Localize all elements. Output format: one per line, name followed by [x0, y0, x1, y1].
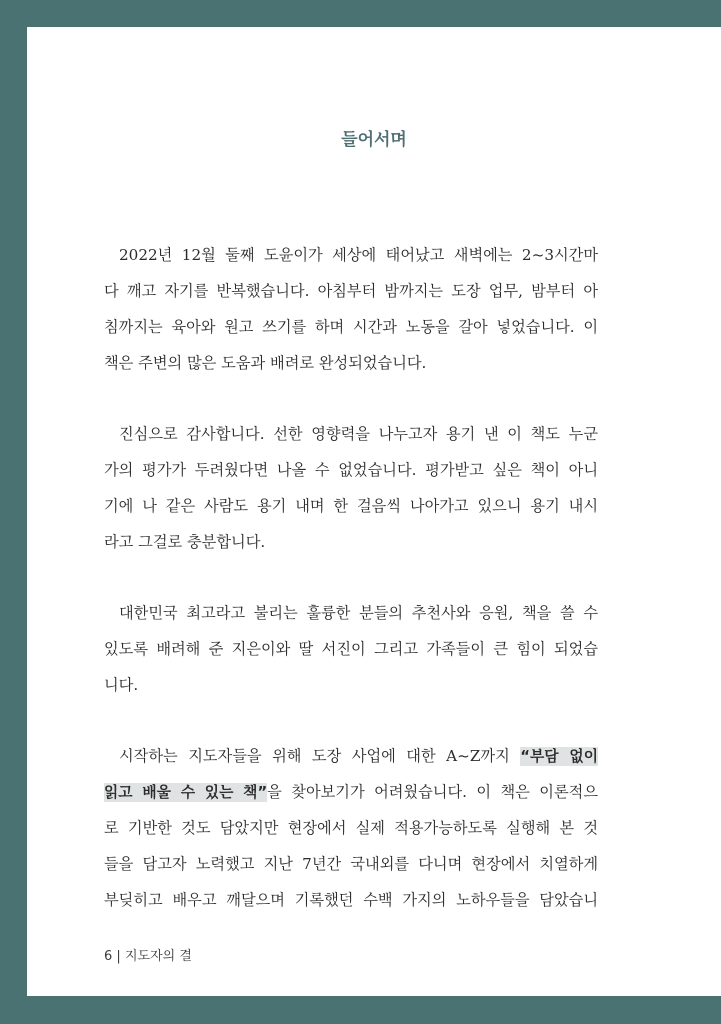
body-text: [104, 237, 598, 953]
book-page: [27, 27, 721, 996]
text-line: 로 기반한 것도 담았지만 현장에서 실제 적용가능하도록 실행해 본 것: [104, 819, 598, 837]
paragraph-3: [104, 595, 598, 703]
paragraph-2: [104, 416, 598, 560]
text-line: 가의 평가가 두려웠다면 나올 수 없었습니다. 평가받고 싶은 책이 아니: [104, 461, 598, 479]
text-line: 부딪히고 배우고 깨달으며 기록했던 수백 가지의 노하우들을 담았습니: [104, 891, 598, 909]
text-line: [104, 774, 598, 810]
text-line: [104, 738, 598, 774]
footer-separator: |: [116, 949, 121, 964]
text-segment: 을 찾아보기가 어려웠습니다. 이 책은 이론적으: [267, 783, 598, 801]
text-line: 라고 그걸로 충분합니다.: [104, 533, 266, 551]
text-line: 책은 주변의 많은 도움과 배려로 완성되었습니다.: [104, 354, 427, 372]
text-line: 침까지는 육아와 원고 쓰기를 하며 시간과 노동을 갈아 넣었습니다. 이: [104, 318, 598, 336]
text-line: 들을 담고자 노력했고 지난 7년간 국내외를 다니며 현장에서 치열하게: [104, 855, 598, 873]
highlighted-phrase: “부담 없이: [520, 748, 598, 765]
text-line: 다 깨고 자기를 반복했습니다. 아침부터 밤까지는 도장 업무, 밤부터 아: [104, 282, 598, 300]
text-line: 진심으로 감사합니다. 선한 영향력을 나누고자 용기 낸 이 책도 누군: [119, 425, 598, 443]
book-title: 지도자의 결: [124, 949, 192, 964]
text-segment: 시작하는 지도자들을 위해 도장 사업에 대한 A~Z까지: [119, 747, 521, 765]
page-title: 들어서며: [341, 130, 407, 150]
text-line: 2022년 12월 둘째 도윤이가 세상에 태어났고 새벽에는 2~3시간마: [119, 246, 598, 264]
paragraph-4: [104, 738, 598, 918]
page-footer: [104, 945, 192, 964]
text-line: 대한민국 최고라고 불리는 훌륭한 분들의 추천사와 응원, 책을 쓸 수: [119, 604, 598, 622]
text-line: 있도록 배려해 준 지은이와 딸 서진이 그리고 가족들이 큰 힘이 되었습: [104, 640, 598, 658]
text-line: 기에 나 같은 사람도 용기 내며 한 걸음씩 나아가고 있으니 용기 내시: [104, 497, 598, 515]
text-line: 니다.: [104, 676, 139, 694]
highlighted-phrase: 읽고 배울 수 있는 책”: [104, 784, 268, 801]
page-number: 6: [104, 949, 113, 964]
paragraph-1: [104, 237, 598, 381]
